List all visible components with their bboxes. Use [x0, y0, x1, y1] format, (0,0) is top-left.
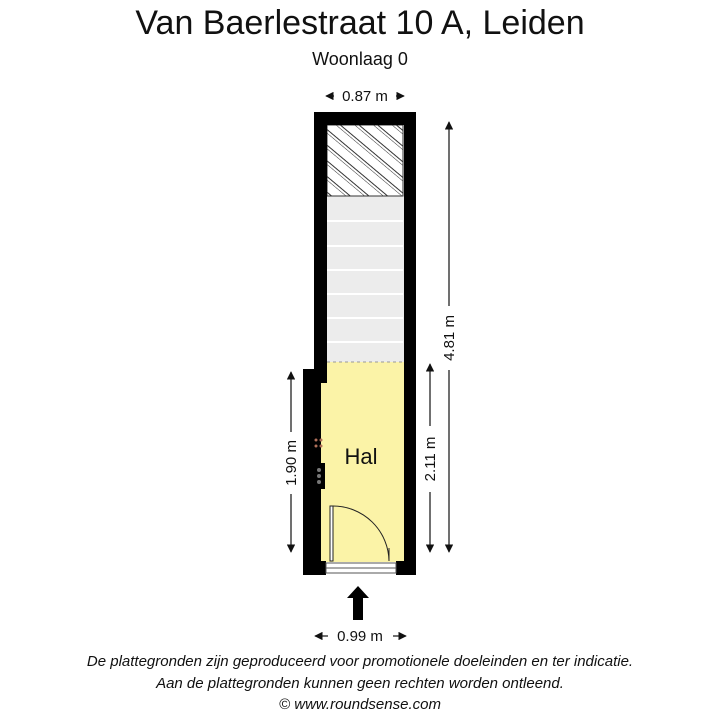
floor-level-subtitle: Woonlaag 0: [312, 49, 408, 69]
dimension-bottom-width: [315, 628, 406, 645]
meter-cupboard: [313, 463, 325, 489]
dimension-top-width: [326, 88, 404, 105]
dimension-top-width-label: 0.87 m: [342, 88, 388, 105]
dimension-hall-left: [283, 372, 300, 552]
dimension-hall-left-label: 1.90 m: [283, 440, 300, 486]
front-door-threshold: [326, 563, 396, 573]
dimension-total-length-label: 4.81 m: [441, 315, 458, 361]
dimension-hall-right: [422, 364, 439, 552]
page-title: Van Baerlestraat 10 A, Leiden: [135, 4, 585, 42]
entrance-arrow: [347, 586, 369, 620]
copyright-link[interactable]: © www.roundsense.com: [279, 696, 441, 713]
staircase: [326, 124, 404, 362]
room-label-hal: Hal: [344, 444, 378, 469]
stair-void-hatch: [327, 125, 403, 196]
dimension-bottom-width-label: 0.99 m: [337, 628, 383, 645]
dimension-total-length: [441, 122, 458, 552]
dimension-hall-right-label: 2.11 m: [422, 436, 439, 482]
disclaimer-line-2: Aan de plattegronden kunnen geen rechten worden ontleend.: [156, 675, 564, 692]
disclaimer-line-1: De plattegronden zijn geproduceerd voor promotionele doeleinden en ter indicatie.: [86, 653, 634, 670]
